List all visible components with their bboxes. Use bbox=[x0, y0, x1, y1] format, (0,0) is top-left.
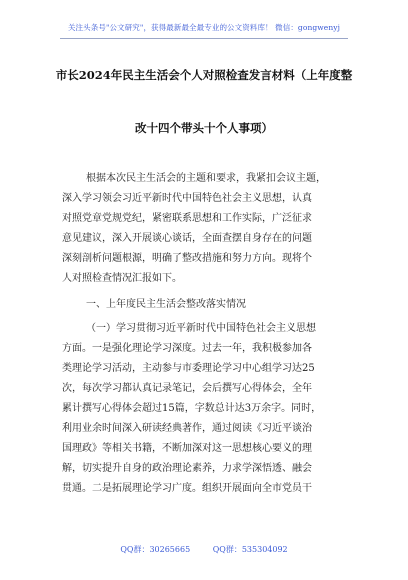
paragraph-line: 解，切实提升自身的政治理论素养，力求学深悟透、融会 bbox=[62, 463, 312, 474]
footer-qq-group-1: QQ群：30265665 bbox=[120, 545, 191, 554]
paragraph-line: 贯通。二是拓展理论学习广度。组织开展面向全市党员干 bbox=[62, 483, 312, 494]
paragraph-line: 深刻剖析问题根源，明确了整改措施和努力方向。现将个 bbox=[62, 253, 312, 264]
document-title-line-2: 改十四个带头十个人事项） bbox=[135, 121, 273, 135]
paragraph-line: 深入学习领会习近平新时代中国特色社会主义思想，认真 bbox=[62, 193, 312, 204]
paragraph-line: 累计撰写心得体会超过15篇，字数总计达3万余字。同时， bbox=[62, 403, 322, 414]
paragraph-line: （一）学习贯彻习近平新时代中国特色社会主义思想 bbox=[86, 323, 316, 334]
header-note: 关注头条号"公文研究"，获得最新最全最专业的公文资料库！ 微信：gongwenyj bbox=[67, 23, 341, 32]
footer-qq-group-2: QQ群：535304092 bbox=[212, 545, 288, 554]
paragraph-line: 国理政》等相关书籍，不断加深对这一思想核心要义的理 bbox=[62, 443, 312, 454]
paragraph-line: 对照党章党规党纪，紧密联系思想和工作实际，广泛征求 bbox=[62, 213, 312, 224]
footer bbox=[0, 544, 408, 555]
header-divider bbox=[60, 38, 348, 39]
paragraph-line: 根据本次民主生活会的主题和要求，我紧扣会议主题， bbox=[86, 173, 326, 184]
paragraph-line: 类理论学习活动，主动参与市委理论学习中心组学习达25 bbox=[62, 363, 315, 374]
document-title-line-1: 市长2024年民主生活会个人对照检查发言材料（上年度整 bbox=[55, 68, 353, 82]
paragraph-line: 利用业余时间深入研读经典著作，通过阅读《习近平谈治 bbox=[62, 423, 312, 434]
paragraph-line: 意见建议，深入开展谈心谈话，全面查摆自身存在的问题 bbox=[62, 233, 312, 244]
paragraph-line: 方面。一是强化理论学习深度。过去一年，我积极参加各 bbox=[62, 343, 312, 354]
paragraph-line: 人对照检查情况汇报如下。 bbox=[62, 273, 182, 284]
section-heading: 一、上年度民主生活会整改落实情况 bbox=[86, 299, 246, 310]
paragraph-line: 次，每次学习都认真记录笔记，会后撰写心得体会，全年 bbox=[62, 383, 312, 394]
